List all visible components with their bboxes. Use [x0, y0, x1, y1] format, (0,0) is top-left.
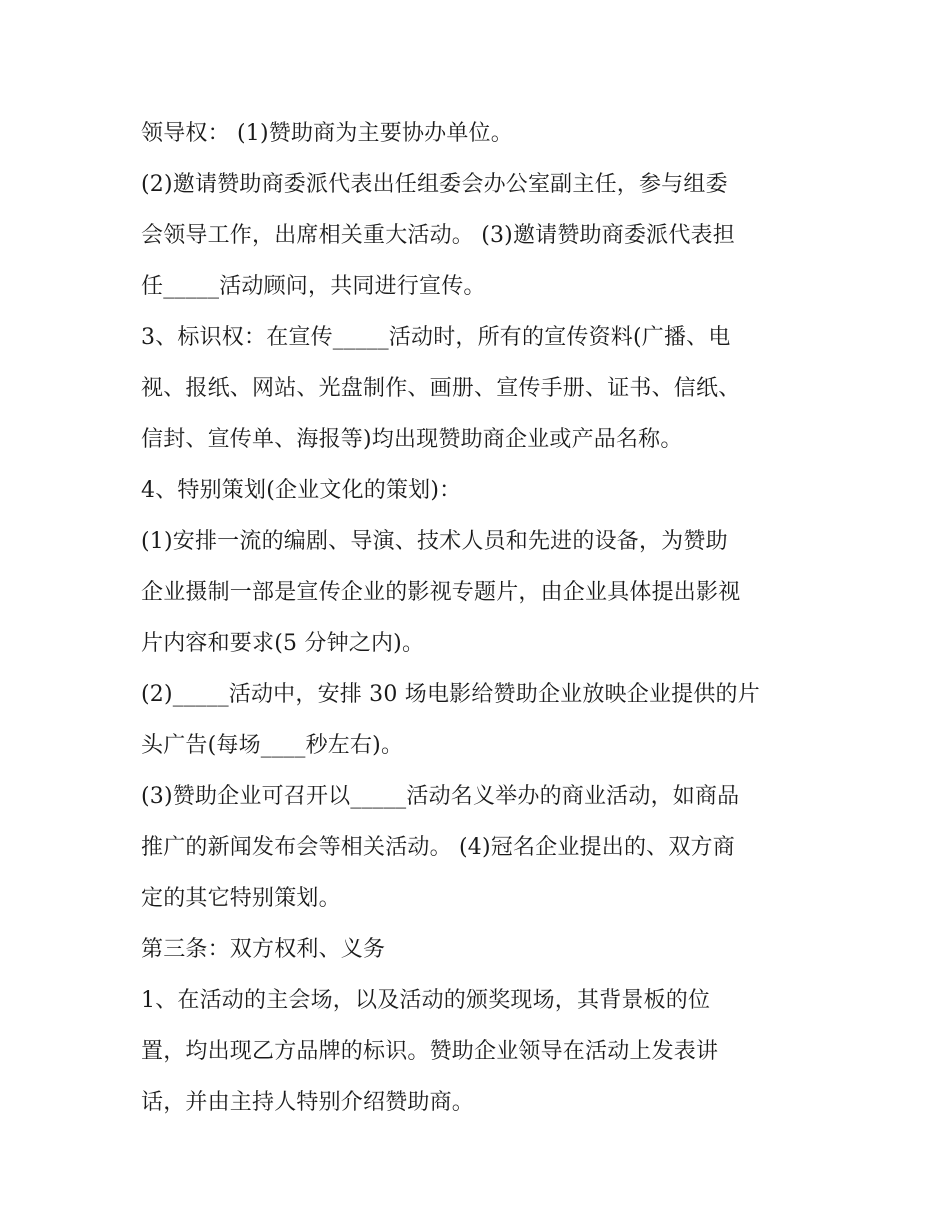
- text-line: 信封、宣传单、海报等)均出现赞助商企业或产品名称。: [141, 427, 683, 452]
- text-line: (2)_____活动中，安排 30 场电影给赞助企业放映企业提供的片: [141, 682, 760, 707]
- text-line: 置，均出现乙方品牌的标识。赞助企业领导在活动上发表讲: [141, 1039, 719, 1064]
- text-line: 视、报纸、网站、光盘制作、画册、宣传手册、证书、信纸、: [141, 376, 741, 401]
- text-line: 企业摄制一部是宣传企业的影视专题片，由企业具体提出影视: [141, 580, 741, 605]
- text-line: 任_____活动顾问，共同进行宣传。: [141, 274, 486, 299]
- text-line: 片内容和要求(5 分钟之内)。: [141, 631, 425, 656]
- text-line: 定的其它特别策划。: [141, 886, 341, 911]
- text-line: 3、标识权：在宣传_____活动时，所有的宣传资料(广播、电: [141, 325, 731, 350]
- text-line: (3)赞助企业可召开以_____活动名义举办的商业活动，如商品: [141, 784, 740, 809]
- text-line: 1、在活动的主会场，以及活动的颁奖现场，其背景板的位: [141, 988, 711, 1013]
- text-line: 领导权： (1)赞助商为主要协办单位。: [141, 121, 513, 146]
- text-line: 头广告(每场____秒左右)。: [141, 733, 404, 758]
- document-body: [141, 108, 821, 1128]
- text-line: 4、特别策划(企业文化的策划)：: [141, 478, 462, 503]
- section-heading: 第三条：双方权利、义务: [141, 937, 386, 962]
- text-line: (1)安排一流的编剧、导演、技术人员和先进的设备，为赞助: [141, 529, 728, 554]
- text-line: (2)邀请赞助商委派代表出任组委会办公室副主任，参与组委: [141, 172, 728, 197]
- text-line: 会领导工作，出席相关重大活动。 (3)邀请赞助商委派代表担: [141, 223, 735, 248]
- text-line: 推广的新闻发布会等相关活动。 (4)冠名企业提出的、双方商: [141, 835, 735, 860]
- text-line: 话，并由主持人特别介绍赞助商。: [141, 1090, 475, 1115]
